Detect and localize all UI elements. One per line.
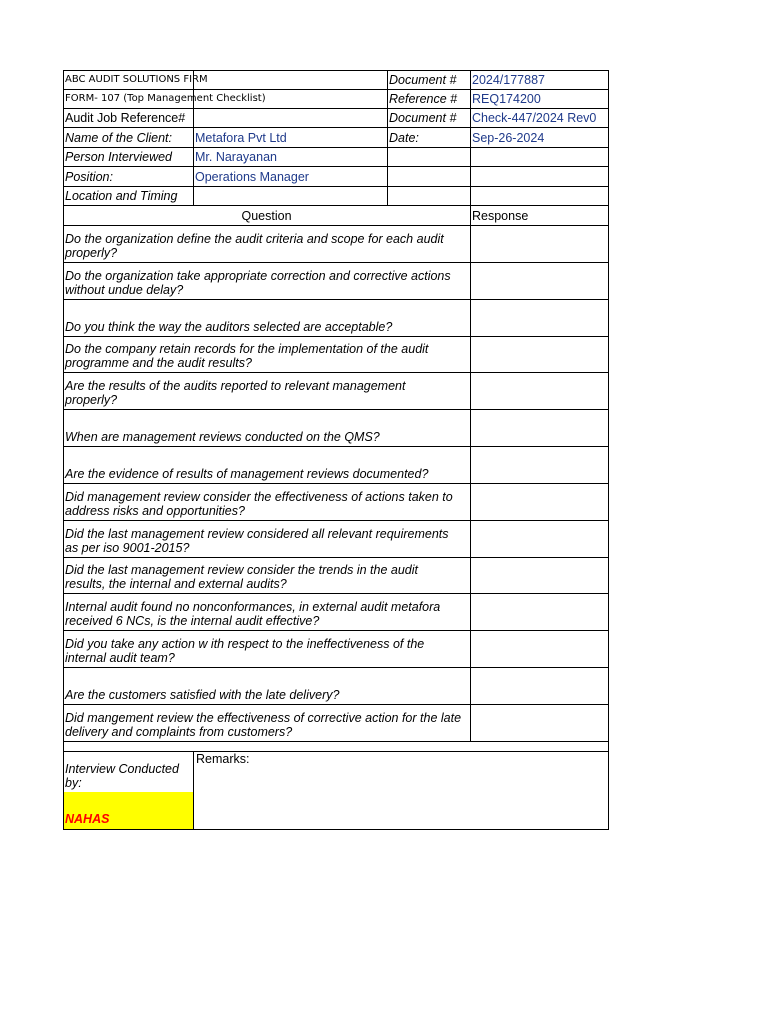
interviewer-label: Interview Conducted by:: [64, 752, 194, 793]
question-row: [64, 410, 609, 447]
response-cell: [471, 521, 609, 558]
question-row: [64, 631, 609, 668]
question-row: [64, 705, 609, 742]
question-text: [64, 558, 471, 594]
firm-name: ABC AUDIT SOLUTIONS FIRM: [64, 71, 194, 90]
response-cell: [471, 337, 609, 373]
question-text: [64, 668, 471, 705]
question-column-header: Question: [64, 206, 471, 226]
question-text: [64, 705, 471, 742]
question-text: [64, 337, 471, 373]
position-label: Position:: [64, 167, 194, 187]
client-name-value: Metafora Pvt Ltd: [194, 128, 388, 148]
top-management-checklist-form: [63, 70, 609, 830]
question-line: address risks and opportunities?: [65, 504, 245, 518]
question-line: properly?: [65, 246, 118, 260]
question-row: [64, 337, 609, 373]
header-row: [64, 148, 609, 167]
header-row: [64, 90, 609, 109]
question-line: Did the last management review consider the trends in the audit: [65, 563, 418, 577]
question-line: Internal audit found no nonconformances, in external audit metafora: [65, 600, 441, 614]
response-cell: [471, 484, 609, 521]
question-text: [64, 226, 471, 263]
question-text: [64, 447, 471, 484]
person-interviewed-value: Mr. Narayanan: [194, 148, 388, 167]
question-line: received 6 NCs, is the internal audit effective?: [65, 614, 320, 628]
response-cell: [471, 631, 609, 668]
response-cell: [471, 410, 609, 447]
response-cell: [471, 263, 609, 300]
empty-cell: [388, 148, 471, 167]
question-text: [64, 373, 471, 410]
empty-cell: [471, 148, 609, 167]
response-cell: [471, 705, 609, 742]
question-text: [64, 300, 471, 337]
question-row: [64, 484, 609, 521]
question-line: Did the last management review considered all relevant requirements: [65, 527, 449, 541]
response-cell: [471, 594, 609, 631]
person-interviewed-label: Person Interviewed: [64, 148, 194, 167]
header-row: [64, 167, 609, 187]
question-text: [64, 263, 471, 300]
question-line: Did mangement review the effectiveness of corrective action for the late: [65, 711, 462, 725]
empty-cell: [194, 71, 388, 90]
header-row: [64, 71, 609, 90]
second-document-number-value: Check-447/2024 Rev0: [471, 109, 609, 128]
question-line: When are management reviews conducted on the QMS?: [65, 430, 380, 444]
header-row: [64, 128, 609, 148]
empty-cell: [471, 167, 609, 187]
question-row: [64, 558, 609, 594]
question-line: programme and the audit results?: [65, 356, 252, 370]
audit-job-reference-label: Audit Job Reference#: [64, 109, 194, 128]
location-timing-label: Location and Timing: [64, 187, 194, 206]
question-line: Are the results of the audits reported to relevant management: [65, 379, 406, 393]
question-line: delivery and complaints from customers?: [65, 725, 293, 739]
question-text: [64, 631, 471, 668]
question-row: [64, 263, 609, 300]
question-row: [64, 373, 609, 410]
question-list: [64, 226, 609, 742]
remarks-label: Remarks:: [196, 752, 250, 766]
document-number-label: Document #: [388, 71, 471, 90]
question-line: Do the organization take appropriate correction and corrective actions: [65, 269, 451, 283]
question-row: [64, 521, 609, 558]
question-line: properly?: [65, 393, 118, 407]
response-cell: [471, 226, 609, 263]
position-value: Operations Manager: [194, 167, 388, 187]
response-cell: [471, 373, 609, 410]
response-cell: [471, 300, 609, 337]
question-line: Are the evidence of results of management reviews documented?: [65, 467, 429, 481]
interviewer-name: NAHAS: [64, 792, 194, 830]
audit-job-reference-cell: [194, 109, 388, 128]
question-text: [64, 521, 471, 558]
empty-cell: [388, 167, 471, 187]
question-line: Do the organization define the audit criteria and scope for each audit: [65, 232, 444, 246]
question-line: Did management review consider the effectiveness of actions taken to: [65, 490, 453, 504]
client-name-label: Name of the Client:: [64, 128, 194, 148]
empty-cell: [388, 187, 471, 206]
question-line: Do you think the way the auditors selected are acceptable?: [65, 320, 393, 334]
second-document-number-label: Document #: [388, 109, 471, 128]
header-row: [64, 109, 609, 128]
question-text: [64, 410, 471, 447]
question-line: without undue delay?: [65, 283, 184, 297]
remarks-cell: [194, 752, 609, 830]
header-row: [64, 187, 609, 206]
reference-number-value: REQ174200: [471, 90, 609, 109]
response-cell: [471, 558, 609, 594]
question-text: [64, 484, 471, 521]
question-text: [64, 594, 471, 631]
response-column-header: Response: [471, 206, 609, 226]
date-label: Date:: [388, 128, 471, 148]
empty-cell: [471, 187, 609, 206]
question-row: [64, 226, 609, 263]
question-line: Did you take any action w ith respect to the ineffectiveness of the: [65, 637, 425, 651]
reference-number-label: Reference #: [388, 90, 471, 109]
question-line: as per iso 9001-2015?: [65, 541, 190, 555]
document-number-value: 2024/177887: [471, 71, 609, 90]
spacer-cell: [64, 742, 609, 752]
question-line: internal audit team?: [65, 651, 175, 665]
question-line: results, the internal and external audits?: [65, 577, 287, 591]
question-row: [64, 668, 609, 705]
question-row: [64, 300, 609, 337]
interview-row: [64, 752, 609, 793]
question-line: Do the company retain records for the implementation of the audit: [65, 342, 429, 356]
response-cell: [471, 447, 609, 484]
response-cell: [471, 668, 609, 705]
column-header-row: [64, 206, 609, 226]
spacer-row: [64, 742, 609, 752]
form-title: FORM- 107 (Top Management Checklist): [64, 90, 194, 109]
question-row: [64, 447, 609, 484]
location-timing-cell: [194, 187, 388, 206]
question-line: Are the customers satisfied with the late delivery?: [65, 688, 340, 702]
question-row: [64, 594, 609, 631]
date-value: Sep-26-2024: [471, 128, 609, 148]
